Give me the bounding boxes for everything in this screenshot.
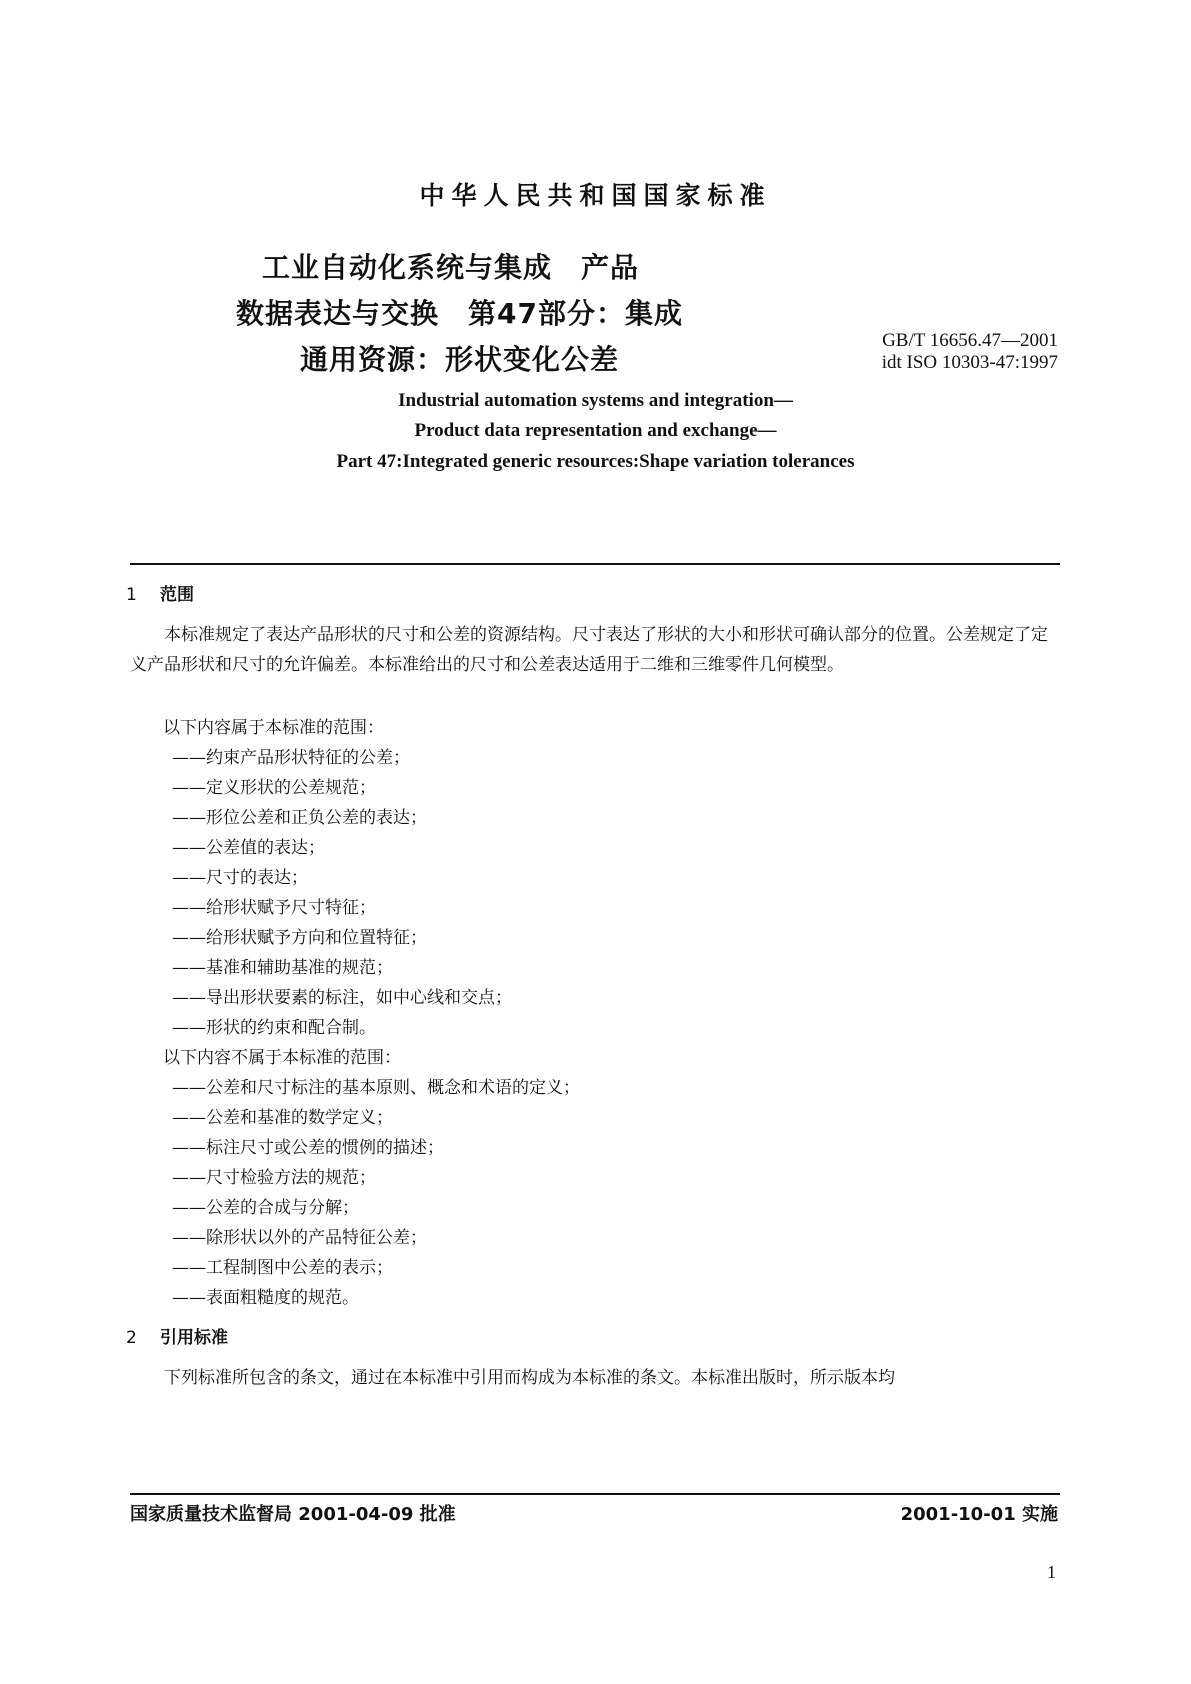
in-scope-item: ——定义形状的公差规范； [172,778,376,798]
in-scope-item: ——给形状赋予方向和位置特征； [172,928,427,948]
in-scope-intro: 以下内容属于本标准的范围： [163,718,384,738]
approval-date: 国家质量技术监督局 2001-04-09 批准 [130,1504,456,1525]
in-scope-item: ——基准和辅助基准的规范； [172,958,393,978]
out-scope-item: ——公差的合成与分解； [172,1198,359,1218]
cn-title-line-3: 通用资源：形状变化公差 [300,343,620,376]
in-scope-item: ——形位公差和正负公差的表达； [172,808,427,828]
standard-number-block [790,330,1058,374]
national-standard-header: 中华人民共和国国家标准 [419,181,772,210]
out-scope-item: ——公差和基准的数学定义； [172,1108,393,1128]
out-scope-item: ——公差和尺寸标注的基本原则、概念和术语的定义； [172,1078,580,1098]
cn-title-line-2: 数据表达与交换 第47部分：集成 [236,297,683,330]
out-scope-intro: 以下内容不属于本标准的范围： [163,1048,401,1068]
out-scope-item: ——尺寸检验方法的规范； [172,1168,376,1188]
section-2-title: 引用标准 [160,1328,228,1348]
in-scope-item: ——公差值的表达； [172,838,325,858]
effective-date: 2001-10-01 实施 [900,1504,1058,1525]
out-scope-item: ——表面粗糙度的规范。 [172,1288,359,1308]
section-2-number: 2 [126,1328,137,1348]
cn-title-line-1: 工业自动化系统与集成 产品 [262,251,640,284]
out-scope-item: ——标注尺寸或公差的惯例的描述； [172,1138,444,1158]
bottom-divider [130,1493,1060,1495]
idt-number: idt ISO 10303-47:1997 [881,352,1058,373]
out-scope-item: ——除形状以外的产品特征公差； [172,1228,427,1248]
in-scope-item: ——约束产品形状特征的公差； [172,748,410,768]
in-scope-item: ——给形状赋予尺寸特征； [172,898,376,918]
section-1-heading [126,580,194,605]
in-scope-item: ——尺寸的表达； [172,868,308,888]
en-title-line-3: Part 47:Integrated generic resources:Shape variation tolerances [336,451,855,472]
top-divider [130,563,1060,565]
section-2-heading [126,1323,228,1348]
gbt-number: GB/T 16656.47—2001 [882,330,1058,351]
out-scope-item: ——工程制图中公差的表示； [172,1258,393,1278]
en-title-line-2: Product data representation and exchange— [414,420,777,441]
section-1-title: 范围 [160,585,194,605]
page-number: 1 [1047,1562,1056,1582]
section-1-number: 1 [126,585,137,605]
section-2-paragraph: 下列标准所包含的条文，通过在本标准中引用而构成为本标准的条文。本标准出版时，所示版本均 [164,1368,895,1388]
in-scope-item: ——导出形状要素的标注，如中心线和交点； [172,988,512,1008]
in-scope-item: ——形状的约束和配合制。 [172,1018,376,1038]
section-1-paragraph: 本标准规定了表达产品形状的尺寸和公差的资源结构。尺寸表达了形状的大小和形状可确认部分的位置。公差规定了定义产品形状和尺寸的允许偏差。本标准给出的尺寸和公差表达适用于二维和三维零件几何模型。 [130,625,1048,675]
en-title-line-1: Industrial automation systems and integration— [398,390,793,411]
